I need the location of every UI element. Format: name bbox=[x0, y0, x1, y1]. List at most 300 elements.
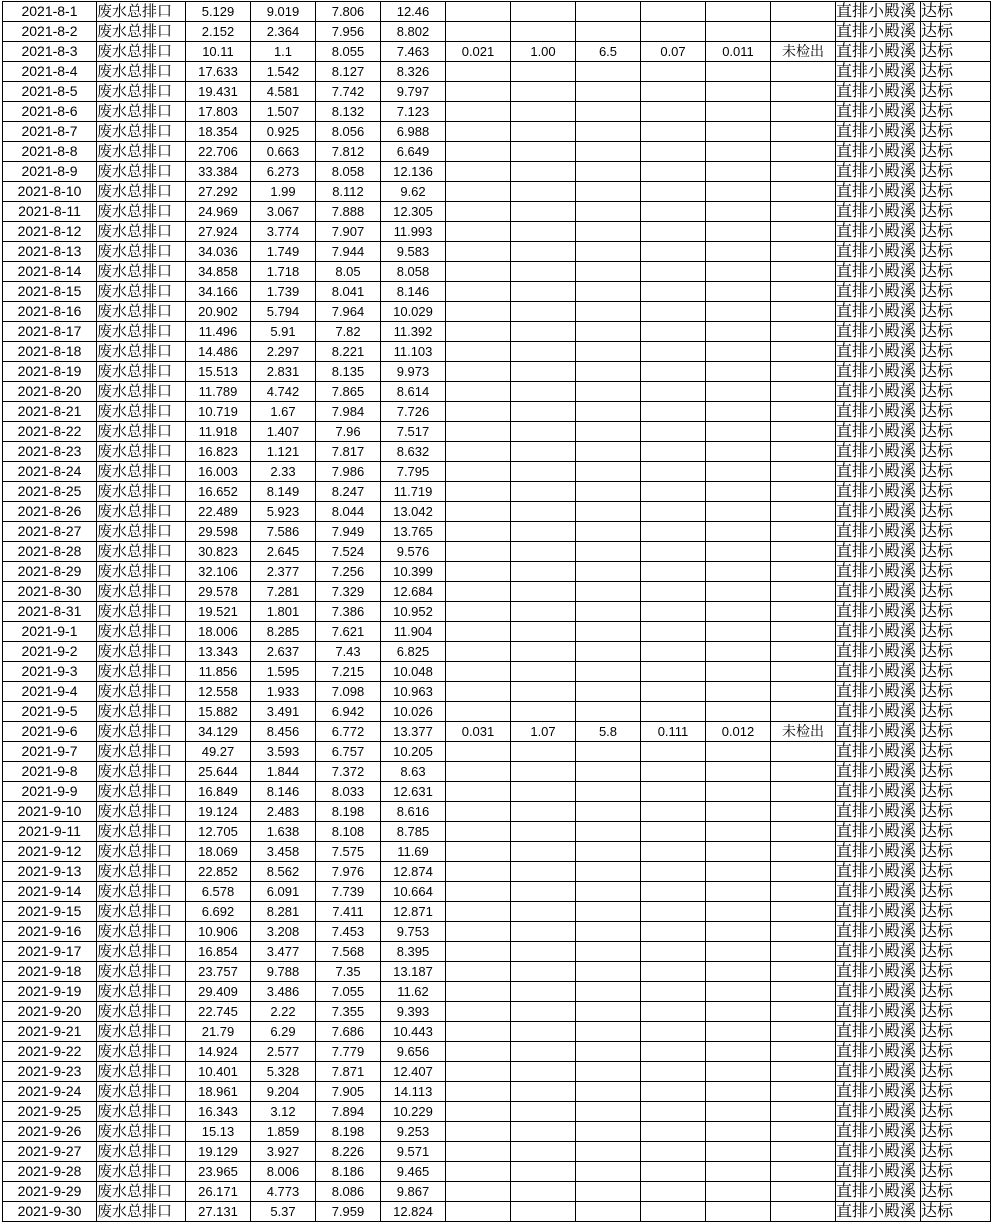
cell-extra-1[interactable] bbox=[446, 482, 511, 502]
cell-compliance-status[interactable]: 达标 bbox=[921, 942, 991, 962]
cell-value-2[interactable]: 2.645 bbox=[251, 542, 316, 562]
cell-extra-2[interactable] bbox=[511, 322, 576, 342]
cell-date[interactable]: 2021-8-28 bbox=[3, 542, 97, 562]
cell-compliance-status[interactable]: 达标 bbox=[921, 1022, 991, 1042]
cell-extra-3[interactable] bbox=[576, 522, 641, 542]
cell-value-4[interactable]: 12.305 bbox=[381, 202, 446, 222]
cell-date[interactable]: 2021-9-23 bbox=[3, 1062, 97, 1082]
cell-outlet-name[interactable]: 废水总排口 bbox=[97, 1182, 186, 1202]
cell-detection-status[interactable] bbox=[771, 362, 836, 382]
cell-value-1[interactable]: 13.343 bbox=[186, 642, 251, 662]
cell-extra-5[interactable] bbox=[706, 1162, 771, 1182]
cell-value-2[interactable]: 1.67 bbox=[251, 402, 316, 422]
cell-value-2[interactable]: 2.377 bbox=[251, 562, 316, 582]
cell-discharge-route[interactable]: 直排小殿溪 bbox=[836, 742, 921, 762]
cell-value-4[interactable]: 9.753 bbox=[381, 922, 446, 942]
cell-extra-1[interactable] bbox=[446, 382, 511, 402]
cell-value-3[interactable]: 7.806 bbox=[316, 2, 381, 22]
cell-value-3[interactable]: 7.894 bbox=[316, 1102, 381, 1122]
cell-compliance-status[interactable]: 达标 bbox=[921, 922, 991, 942]
cell-value-2[interactable]: 6.273 bbox=[251, 162, 316, 182]
cell-value-3[interactable]: 8.058 bbox=[316, 162, 381, 182]
cell-extra-3[interactable] bbox=[576, 122, 641, 142]
cell-value-1[interactable]: 22.706 bbox=[186, 142, 251, 162]
cell-discharge-route[interactable]: 直排小殿溪 bbox=[836, 802, 921, 822]
cell-extra-3[interactable] bbox=[576, 1162, 641, 1182]
cell-compliance-status[interactable]: 达标 bbox=[921, 242, 991, 262]
cell-date[interactable]: 2021-8-13 bbox=[3, 242, 97, 262]
cell-detection-status[interactable] bbox=[771, 862, 836, 882]
cell-value-3[interactable]: 7.215 bbox=[316, 662, 381, 682]
cell-outlet-name[interactable]: 废水总排口 bbox=[97, 922, 186, 942]
cell-value-2[interactable]: 7.281 bbox=[251, 582, 316, 602]
cell-value-2[interactable]: 3.927 bbox=[251, 1142, 316, 1162]
cell-date[interactable]: 2021-8-20 bbox=[3, 382, 97, 402]
cell-value-1[interactable]: 34.036 bbox=[186, 242, 251, 262]
cell-value-2[interactable]: 9.019 bbox=[251, 2, 316, 22]
cell-extra-2[interactable] bbox=[511, 902, 576, 922]
cell-date[interactable]: 2021-9-1 bbox=[3, 622, 97, 642]
cell-value-3[interactable]: 8.127 bbox=[316, 62, 381, 82]
cell-extra-1[interactable] bbox=[446, 662, 511, 682]
cell-extra-1[interactable] bbox=[446, 1022, 511, 1042]
cell-extra-3[interactable] bbox=[576, 742, 641, 762]
cell-outlet-name[interactable]: 废水总排口 bbox=[97, 1062, 186, 1082]
cell-extra-1[interactable] bbox=[446, 942, 511, 962]
cell-date[interactable]: 2021-8-8 bbox=[3, 142, 97, 162]
cell-discharge-route[interactable]: 直排小殿溪 bbox=[836, 502, 921, 522]
cell-detection-status[interactable] bbox=[771, 922, 836, 942]
cell-value-4[interactable]: 7.795 bbox=[381, 462, 446, 482]
cell-value-1[interactable]: 10.719 bbox=[186, 402, 251, 422]
cell-outlet-name[interactable]: 废水总排口 bbox=[97, 1102, 186, 1122]
cell-discharge-route[interactable]: 直排小殿溪 bbox=[836, 162, 921, 182]
cell-value-2[interactable]: 8.285 bbox=[251, 622, 316, 642]
cell-detection-status[interactable] bbox=[771, 202, 836, 222]
cell-value-3[interactable]: 7.959 bbox=[316, 1202, 381, 1222]
cell-extra-3[interactable] bbox=[576, 1202, 641, 1222]
cell-extra-1[interactable] bbox=[446, 582, 511, 602]
cell-value-4[interactable]: 12.46 bbox=[381, 2, 446, 22]
cell-extra-2[interactable] bbox=[511, 522, 576, 542]
cell-value-2[interactable]: 1.121 bbox=[251, 442, 316, 462]
cell-extra-5[interactable] bbox=[706, 862, 771, 882]
cell-outlet-name[interactable]: 废水总排口 bbox=[97, 1122, 186, 1142]
cell-extra-2[interactable] bbox=[511, 422, 576, 442]
cell-detection-status[interactable] bbox=[771, 462, 836, 482]
cell-outlet-name[interactable]: 废水总排口 bbox=[97, 1002, 186, 1022]
cell-outlet-name[interactable]: 废水总排口 bbox=[97, 882, 186, 902]
cell-outlet-name[interactable]: 废水总排口 bbox=[97, 1202, 186, 1222]
cell-outlet-name[interactable]: 废水总排口 bbox=[97, 342, 186, 362]
cell-detection-status[interactable] bbox=[771, 742, 836, 762]
cell-outlet-name[interactable]: 废水总排口 bbox=[97, 482, 186, 502]
cell-discharge-route[interactable]: 直排小殿溪 bbox=[836, 682, 921, 702]
cell-date[interactable]: 2021-9-18 bbox=[3, 962, 97, 982]
cell-outlet-name[interactable]: 废水总排口 bbox=[97, 502, 186, 522]
cell-discharge-route[interactable]: 直排小殿溪 bbox=[836, 1022, 921, 1042]
cell-value-3[interactable]: 8.086 bbox=[316, 1182, 381, 1202]
cell-discharge-route[interactable]: 直排小殿溪 bbox=[836, 482, 921, 502]
cell-value-1[interactable]: 49.27 bbox=[186, 742, 251, 762]
cell-extra-4[interactable] bbox=[641, 942, 706, 962]
cell-extra-3[interactable] bbox=[576, 282, 641, 302]
cell-extra-1[interactable] bbox=[446, 162, 511, 182]
cell-extra-5[interactable] bbox=[706, 442, 771, 462]
cell-compliance-status[interactable]: 达标 bbox=[921, 522, 991, 542]
cell-outlet-name[interactable]: 废水总排口 bbox=[97, 122, 186, 142]
cell-detection-status[interactable] bbox=[771, 642, 836, 662]
cell-extra-5[interactable] bbox=[706, 842, 771, 862]
cell-extra-4[interactable] bbox=[641, 922, 706, 942]
cell-extra-3[interactable] bbox=[576, 902, 641, 922]
cell-compliance-status[interactable]: 达标 bbox=[921, 602, 991, 622]
cell-compliance-status[interactable]: 达标 bbox=[921, 1062, 991, 1082]
cell-extra-4[interactable] bbox=[641, 842, 706, 862]
cell-value-1[interactable]: 19.431 bbox=[186, 82, 251, 102]
cell-extra-1[interactable] bbox=[446, 682, 511, 702]
cell-extra-4[interactable] bbox=[641, 122, 706, 142]
cell-value-3[interactable]: 7.43 bbox=[316, 642, 381, 662]
cell-extra-1[interactable] bbox=[446, 782, 511, 802]
cell-value-3[interactable]: 7.411 bbox=[316, 902, 381, 922]
cell-value-1[interactable]: 10.11 bbox=[186, 42, 251, 62]
cell-extra-2[interactable] bbox=[511, 1122, 576, 1142]
cell-extra-2[interactable] bbox=[511, 482, 576, 502]
cell-value-1[interactable]: 21.79 bbox=[186, 1022, 251, 1042]
cell-value-3[interactable]: 7.355 bbox=[316, 1002, 381, 1022]
cell-date[interactable]: 2021-9-5 bbox=[3, 702, 97, 722]
cell-extra-2[interactable] bbox=[511, 882, 576, 902]
cell-value-1[interactable]: 27.131 bbox=[186, 1202, 251, 1222]
cell-value-1[interactable]: 34.129 bbox=[186, 722, 251, 742]
cell-value-4[interactable]: 12.874 bbox=[381, 862, 446, 882]
cell-value-3[interactable]: 7.372 bbox=[316, 762, 381, 782]
cell-discharge-route[interactable]: 直排小殿溪 bbox=[836, 202, 921, 222]
cell-extra-1[interactable] bbox=[446, 882, 511, 902]
cell-value-4[interactable]: 10.026 bbox=[381, 702, 446, 722]
cell-value-2[interactable]: 3.208 bbox=[251, 922, 316, 942]
cell-extra-1[interactable] bbox=[446, 1082, 511, 1102]
cell-extra-3[interactable] bbox=[576, 582, 641, 602]
cell-value-1[interactable]: 16.823 bbox=[186, 442, 251, 462]
cell-value-1[interactable]: 27.292 bbox=[186, 182, 251, 202]
cell-discharge-route[interactable]: 直排小殿溪 bbox=[836, 442, 921, 462]
cell-date[interactable]: 2021-8-19 bbox=[3, 362, 97, 382]
cell-extra-1[interactable] bbox=[446, 862, 511, 882]
cell-extra-4[interactable] bbox=[641, 762, 706, 782]
cell-extra-2[interactable] bbox=[511, 242, 576, 262]
cell-value-1[interactable]: 30.823 bbox=[186, 542, 251, 562]
cell-detection-status[interactable] bbox=[771, 262, 836, 282]
cell-extra-1[interactable] bbox=[446, 622, 511, 642]
cell-extra-3[interactable] bbox=[576, 922, 641, 942]
cell-detection-status[interactable] bbox=[771, 102, 836, 122]
cell-discharge-route[interactable]: 直排小殿溪 bbox=[836, 602, 921, 622]
cell-value-1[interactable]: 23.965 bbox=[186, 1162, 251, 1182]
cell-detection-status[interactable] bbox=[771, 802, 836, 822]
cell-value-3[interactable]: 7.621 bbox=[316, 622, 381, 642]
cell-date[interactable]: 2021-9-29 bbox=[3, 1182, 97, 1202]
cell-extra-4[interactable] bbox=[641, 102, 706, 122]
cell-date[interactable]: 2021-8-31 bbox=[3, 602, 97, 622]
cell-extra-4[interactable] bbox=[641, 802, 706, 822]
cell-compliance-status[interactable]: 达标 bbox=[921, 1002, 991, 1022]
cell-value-3[interactable]: 8.05 bbox=[316, 262, 381, 282]
cell-extra-5[interactable] bbox=[706, 182, 771, 202]
cell-compliance-status[interactable]: 达标 bbox=[921, 422, 991, 442]
cell-extra-5[interactable] bbox=[706, 502, 771, 522]
cell-extra-2[interactable] bbox=[511, 1062, 576, 1082]
cell-value-3[interactable]: 6.942 bbox=[316, 702, 381, 722]
cell-date[interactable]: 2021-9-28 bbox=[3, 1162, 97, 1182]
cell-value-4[interactable]: 13.377 bbox=[381, 722, 446, 742]
cell-extra-1[interactable] bbox=[446, 1042, 511, 1062]
cell-detection-status[interactable] bbox=[771, 1202, 836, 1222]
cell-value-4[interactable]: 8.632 bbox=[381, 442, 446, 462]
cell-extra-2[interactable] bbox=[511, 742, 576, 762]
cell-value-2[interactable]: 2.831 bbox=[251, 362, 316, 382]
cell-extra-2[interactable] bbox=[511, 142, 576, 162]
cell-value-1[interactable]: 11.496 bbox=[186, 322, 251, 342]
cell-discharge-route[interactable]: 直排小殿溪 bbox=[836, 862, 921, 882]
cell-compliance-status[interactable]: 达标 bbox=[921, 882, 991, 902]
cell-discharge-route[interactable]: 直排小殿溪 bbox=[836, 962, 921, 982]
cell-extra-4[interactable] bbox=[641, 622, 706, 642]
cell-extra-3[interactable] bbox=[576, 102, 641, 122]
cell-value-2[interactable]: 3.067 bbox=[251, 202, 316, 222]
cell-extra-1[interactable]: 0.021 bbox=[446, 42, 511, 62]
cell-outlet-name[interactable]: 废水总排口 bbox=[97, 182, 186, 202]
cell-value-1[interactable]: 26.171 bbox=[186, 1182, 251, 1202]
cell-date[interactable]: 2021-8-7 bbox=[3, 122, 97, 142]
cell-date[interactable]: 2021-9-16 bbox=[3, 922, 97, 942]
cell-value-4[interactable]: 9.465 bbox=[381, 1162, 446, 1182]
cell-outlet-name[interactable]: 废水总排口 bbox=[97, 202, 186, 222]
cell-extra-1[interactable] bbox=[446, 362, 511, 382]
cell-value-2[interactable]: 3.12 bbox=[251, 1102, 316, 1122]
cell-value-2[interactable]: 0.663 bbox=[251, 142, 316, 162]
cell-date[interactable]: 2021-8-11 bbox=[3, 202, 97, 222]
cell-date[interactable]: 2021-9-24 bbox=[3, 1082, 97, 1102]
cell-value-3[interactable]: 7.82 bbox=[316, 322, 381, 342]
cell-discharge-route[interactable]: 直排小殿溪 bbox=[836, 922, 921, 942]
cell-value-3[interactable]: 8.186 bbox=[316, 1162, 381, 1182]
cell-outlet-name[interactable]: 废水总排口 bbox=[97, 562, 186, 582]
cell-outlet-name[interactable]: 废水总排口 bbox=[97, 622, 186, 642]
cell-extra-2[interactable] bbox=[511, 942, 576, 962]
cell-value-4[interactable]: 8.146 bbox=[381, 282, 446, 302]
cell-value-2[interactable]: 3.774 bbox=[251, 222, 316, 242]
cell-compliance-status[interactable]: 达标 bbox=[921, 862, 991, 882]
cell-value-4[interactable]: 7.726 bbox=[381, 402, 446, 422]
cell-date[interactable]: 2021-8-6 bbox=[3, 102, 97, 122]
cell-extra-1[interactable] bbox=[446, 562, 511, 582]
cell-detection-status[interactable]: 未检出 bbox=[771, 42, 836, 62]
cell-outlet-name[interactable]: 废水总排口 bbox=[97, 462, 186, 482]
cell-extra-2[interactable] bbox=[511, 342, 576, 362]
cell-extra-3[interactable] bbox=[576, 962, 641, 982]
cell-extra-1[interactable] bbox=[446, 1162, 511, 1182]
cell-outlet-name[interactable]: 废水总排口 bbox=[97, 762, 186, 782]
cell-compliance-status[interactable]: 达标 bbox=[921, 982, 991, 1002]
cell-extra-3[interactable] bbox=[576, 942, 641, 962]
cell-outlet-name[interactable]: 废水总排口 bbox=[97, 382, 186, 402]
cell-extra-5[interactable] bbox=[706, 102, 771, 122]
cell-date[interactable]: 2021-9-25 bbox=[3, 1102, 97, 1122]
cell-outlet-name[interactable]: 废水总排口 bbox=[97, 1042, 186, 1062]
cell-detection-status[interactable]: 未检出 bbox=[771, 722, 836, 742]
cell-discharge-route[interactable]: 直排小殿溪 bbox=[836, 562, 921, 582]
cell-extra-5[interactable] bbox=[706, 82, 771, 102]
cell-detection-status[interactable] bbox=[771, 782, 836, 802]
cell-extra-3[interactable] bbox=[576, 602, 641, 622]
cell-extra-5[interactable] bbox=[706, 902, 771, 922]
cell-extra-1[interactable] bbox=[446, 1142, 511, 1162]
cell-discharge-route[interactable]: 直排小殿溪 bbox=[836, 902, 921, 922]
cell-outlet-name[interactable]: 废水总排口 bbox=[97, 642, 186, 662]
cell-extra-3[interactable] bbox=[576, 262, 641, 282]
cell-extra-4[interactable] bbox=[641, 202, 706, 222]
cell-compliance-status[interactable]: 达标 bbox=[921, 662, 991, 682]
cell-extra-3[interactable] bbox=[576, 462, 641, 482]
cell-discharge-route[interactable]: 直排小殿溪 bbox=[836, 462, 921, 482]
cell-value-3[interactable]: 8.033 bbox=[316, 782, 381, 802]
cell-value-1[interactable]: 18.961 bbox=[186, 1082, 251, 1102]
cell-detection-status[interactable] bbox=[771, 22, 836, 42]
cell-extra-5[interactable] bbox=[706, 782, 771, 802]
cell-extra-4[interactable] bbox=[641, 62, 706, 82]
cell-extra-1[interactable] bbox=[446, 542, 511, 562]
cell-detection-status[interactable] bbox=[771, 1022, 836, 1042]
cell-extra-3[interactable] bbox=[576, 482, 641, 502]
cell-value-4[interactable]: 11.103 bbox=[381, 342, 446, 362]
cell-outlet-name[interactable]: 废水总排口 bbox=[97, 422, 186, 442]
cell-discharge-route[interactable]: 直排小殿溪 bbox=[836, 782, 921, 802]
cell-extra-2[interactable] bbox=[511, 542, 576, 562]
cell-value-1[interactable]: 17.633 bbox=[186, 62, 251, 82]
cell-detection-status[interactable] bbox=[771, 702, 836, 722]
cell-date[interactable]: 2021-8-25 bbox=[3, 482, 97, 502]
cell-value-2[interactable]: 8.281 bbox=[251, 902, 316, 922]
cell-extra-5[interactable] bbox=[706, 522, 771, 542]
cell-value-2[interactable]: 1.718 bbox=[251, 262, 316, 282]
cell-value-1[interactable]: 19.124 bbox=[186, 802, 251, 822]
cell-value-1[interactable]: 22.489 bbox=[186, 502, 251, 522]
cell-extra-2[interactable] bbox=[511, 1202, 576, 1222]
cell-compliance-status[interactable]: 达标 bbox=[921, 1182, 991, 1202]
cell-value-2[interactable]: 3.491 bbox=[251, 702, 316, 722]
cell-extra-3[interactable] bbox=[576, 502, 641, 522]
cell-extra-4[interactable] bbox=[641, 182, 706, 202]
cell-date[interactable]: 2021-8-5 bbox=[3, 82, 97, 102]
cell-extra-3[interactable] bbox=[576, 1142, 641, 1162]
cell-discharge-route[interactable]: 直排小殿溪 bbox=[836, 62, 921, 82]
cell-extra-3[interactable] bbox=[576, 822, 641, 842]
cell-value-4[interactable]: 9.973 bbox=[381, 362, 446, 382]
cell-extra-4[interactable] bbox=[641, 662, 706, 682]
cell-value-3[interactable]: 7.865 bbox=[316, 382, 381, 402]
cell-extra-4[interactable] bbox=[641, 1042, 706, 1062]
cell-value-4[interactable]: 9.797 bbox=[381, 82, 446, 102]
cell-extra-4[interactable] bbox=[641, 382, 706, 402]
cell-discharge-route[interactable]: 直排小殿溪 bbox=[836, 102, 921, 122]
cell-value-1[interactable]: 15.513 bbox=[186, 362, 251, 382]
cell-extra-2[interactable] bbox=[511, 282, 576, 302]
cell-compliance-status[interactable]: 达标 bbox=[921, 402, 991, 422]
cell-extra-3[interactable] bbox=[576, 22, 641, 42]
cell-extra-3[interactable] bbox=[576, 1102, 641, 1122]
cell-value-1[interactable]: 6.692 bbox=[186, 902, 251, 922]
cell-outlet-name[interactable]: 废水总排口 bbox=[97, 782, 186, 802]
cell-extra-2[interactable] bbox=[511, 462, 576, 482]
cell-value-3[interactable]: 8.044 bbox=[316, 502, 381, 522]
cell-detection-status[interactable] bbox=[771, 602, 836, 622]
cell-extra-3[interactable] bbox=[576, 1122, 641, 1142]
cell-extra-4[interactable] bbox=[641, 542, 706, 562]
cell-value-3[interactable]: 7.386 bbox=[316, 602, 381, 622]
cell-value-4[interactable]: 6.825 bbox=[381, 642, 446, 662]
cell-extra-2[interactable] bbox=[511, 962, 576, 982]
cell-extra-2[interactable] bbox=[511, 2, 576, 22]
cell-extra-5[interactable] bbox=[706, 1062, 771, 1082]
cell-value-4[interactable]: 11.719 bbox=[381, 482, 446, 502]
cell-compliance-status[interactable]: 达标 bbox=[921, 82, 991, 102]
cell-extra-4[interactable] bbox=[641, 442, 706, 462]
cell-date[interactable]: 2021-8-26 bbox=[3, 502, 97, 522]
cell-extra-3[interactable] bbox=[576, 982, 641, 1002]
cell-date[interactable]: 2021-8-17 bbox=[3, 322, 97, 342]
cell-detection-status[interactable] bbox=[771, 502, 836, 522]
cell-extra-2[interactable] bbox=[511, 982, 576, 1002]
cell-extra-4[interactable]: 0.111 bbox=[641, 722, 706, 742]
cell-extra-2[interactable] bbox=[511, 442, 576, 462]
cell-outlet-name[interactable]: 废水总排口 bbox=[97, 222, 186, 242]
cell-date[interactable]: 2021-8-21 bbox=[3, 402, 97, 422]
cell-extra-5[interactable] bbox=[706, 1022, 771, 1042]
cell-extra-3[interactable]: 5.8 bbox=[576, 722, 641, 742]
cell-compliance-status[interactable]: 达标 bbox=[921, 1042, 991, 1062]
cell-extra-2[interactable] bbox=[511, 82, 576, 102]
cell-extra-3[interactable] bbox=[576, 242, 641, 262]
cell-extra-5[interactable] bbox=[706, 1182, 771, 1202]
cell-extra-1[interactable] bbox=[446, 22, 511, 42]
cell-detection-status[interactable] bbox=[771, 1082, 836, 1102]
cell-value-3[interactable]: 7.907 bbox=[316, 222, 381, 242]
cell-extra-4[interactable] bbox=[641, 1162, 706, 1182]
cell-extra-1[interactable]: 0.031 bbox=[446, 722, 511, 742]
cell-extra-5[interactable] bbox=[706, 482, 771, 502]
cell-outlet-name[interactable]: 废水总排口 bbox=[97, 262, 186, 282]
cell-compliance-status[interactable]: 达标 bbox=[921, 42, 991, 62]
cell-date[interactable]: 2021-9-11 bbox=[3, 822, 97, 842]
cell-extra-2[interactable] bbox=[511, 22, 576, 42]
cell-value-2[interactable]: 4.773 bbox=[251, 1182, 316, 1202]
cell-discharge-route[interactable]: 直排小殿溪 bbox=[836, 362, 921, 382]
cell-extra-2[interactable] bbox=[511, 382, 576, 402]
cell-outlet-name[interactable]: 废水总排口 bbox=[97, 142, 186, 162]
cell-detection-status[interactable] bbox=[771, 62, 836, 82]
cell-extra-3[interactable] bbox=[576, 162, 641, 182]
cell-value-4[interactable]: 9.253 bbox=[381, 1122, 446, 1142]
cell-extra-4[interactable] bbox=[641, 1122, 706, 1142]
cell-extra-3[interactable] bbox=[576, 1062, 641, 1082]
cell-value-3[interactable]: 8.056 bbox=[316, 122, 381, 142]
cell-detection-status[interactable] bbox=[771, 122, 836, 142]
cell-value-4[interactable]: 10.664 bbox=[381, 882, 446, 902]
cell-date[interactable]: 2021-9-9 bbox=[3, 782, 97, 802]
cell-compliance-status[interactable]: 达标 bbox=[921, 702, 991, 722]
